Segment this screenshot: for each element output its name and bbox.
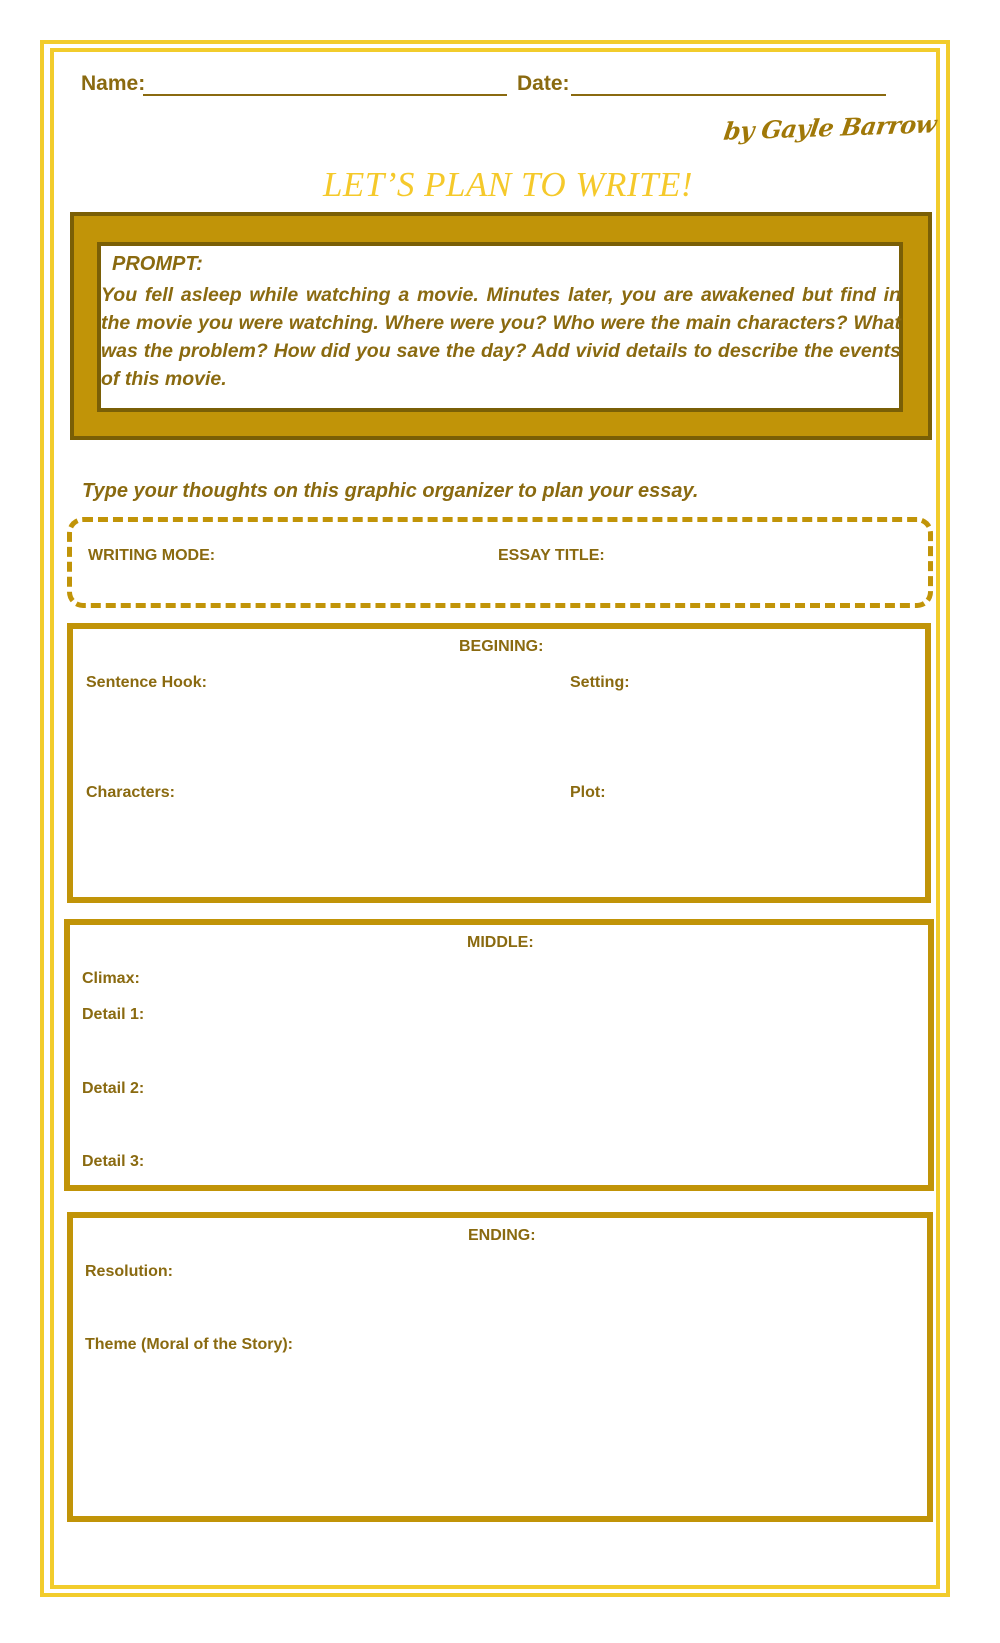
author-byline: by Gayle Barrow [722, 109, 939, 146]
characters-field[interactable]: Characters: [86, 784, 175, 801]
prompt-text: You fell asleep while watching a movie. Minutes later, you are awakened but find in the movie you were watching. Where were you? Who were the main characters? What was the problem? How did you save the day? Add vivid details to describe the events of this movie. [101, 284, 901, 390]
essay-title-label[interactable]: ESSAY TITLE: [498, 547, 605, 564]
plot-field[interactable]: Plot: [570, 784, 606, 801]
date-field[interactable] [571, 94, 886, 96]
detail-2-field[interactable]: Detail 2: [82, 1080, 145, 1097]
middle-section [64, 919, 934, 1191]
date-label: Date: [517, 72, 570, 95]
name-label: Name: [81, 72, 146, 95]
beginning-heading: BEGINING: [459, 638, 544, 655]
ending-heading: ENDING: [468, 1227, 536, 1244]
ending-section [67, 1212, 933, 1522]
setting-field[interactable]: Setting: [570, 674, 630, 691]
prompt-heading: PROMPT: [112, 253, 203, 275]
detail-1-field[interactable]: Detail 1: [82, 1006, 145, 1023]
instruction-text: Type your thoughts on this graphic organizer to plan your essay. [82, 480, 699, 502]
writing-mode-label[interactable]: WRITING MODE: [88, 547, 216, 564]
middle-heading: MIDDLE: [467, 934, 534, 951]
resolution-field[interactable]: Resolution: [85, 1263, 173, 1280]
theme-field[interactable]: Theme (Moral of the Story): [85, 1336, 294, 1353]
sentence-hook-field[interactable]: Sentence Hook: [86, 674, 207, 691]
page-title: LET’S PLAN TO WRITE! [322, 165, 694, 204]
detail-3-field[interactable]: Detail 3: [82, 1153, 145, 1170]
beginning-section [67, 623, 931, 903]
climax-field[interactable]: Climax: [82, 970, 140, 987]
name-field[interactable] [143, 94, 507, 96]
